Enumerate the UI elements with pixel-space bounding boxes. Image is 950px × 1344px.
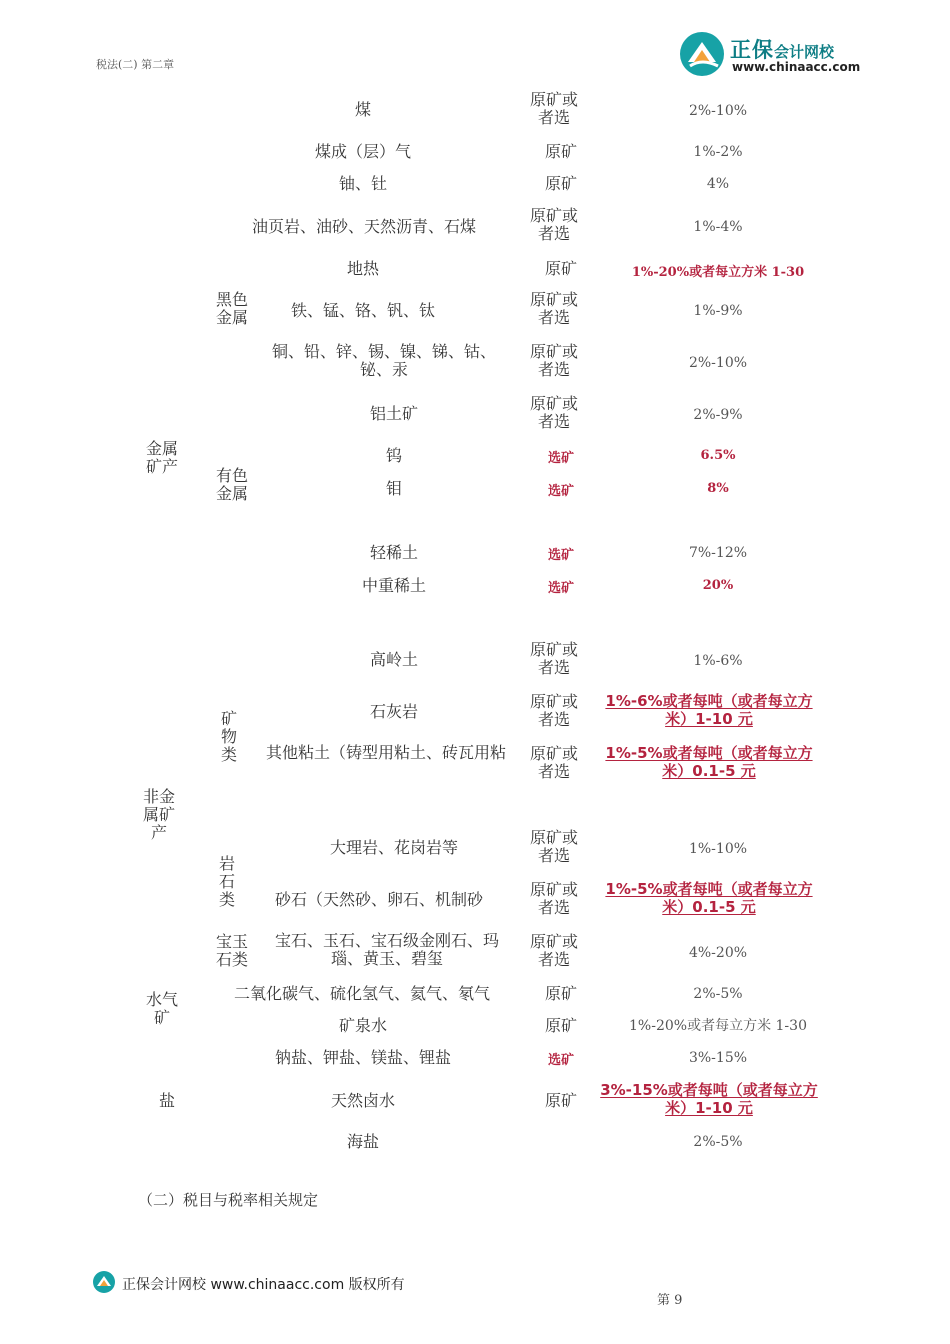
logo-url: www.chinaacc.com (732, 60, 861, 74)
category-nonferrous: 有色金属 (216, 466, 249, 503)
table-row-rate: 6.5% (700, 448, 736, 463)
table-row-rate: 1%-4% (693, 219, 743, 235)
table-row-item: 天然卤水 (330, 1091, 395, 1110)
table-row-form: 原矿或者选 (529, 290, 578, 327)
table-row-rate: 20% (702, 578, 734, 593)
table-row-item: 砂石（天然砂、卵石、机制砂 (274, 890, 483, 909)
table-row-rate: 1%-6% (693, 653, 743, 669)
table-row-form: 原矿或者选 (529, 342, 578, 379)
table-row-item: 铝土矿 (369, 404, 418, 423)
table-row-form: 原矿或者选 (529, 744, 578, 781)
table-row-form: 原矿 (544, 174, 577, 193)
table-row-item: 铀、钍 (338, 174, 387, 193)
table-row-rate: 1%-6%或者每吨（或者每立方米）1-10 元 (605, 692, 813, 728)
table-row-rate: 1%-5%或者每吨（或者每立方米）0.1-5 元 (605, 880, 813, 916)
table-row-item: 矿泉水 (338, 1016, 387, 1035)
table-row-item: 大理岩、花岗岩等 (329, 838, 458, 857)
table-row-form: 原矿或者选 (529, 640, 578, 677)
table-row-item: 轻稀土 (369, 543, 418, 562)
table-row-form: 选矿 (547, 548, 574, 563)
page-number: 第 9 (657, 1293, 683, 1308)
table-row-item: 钨 (385, 446, 402, 465)
section-note: （二）税目与税率相关规定 (138, 1191, 319, 1209)
table-row-rate: 7%-12% (688, 545, 748, 561)
logo-emblem-icon (678, 30, 726, 78)
table-row-item: 钠盐、钾盐、镁盐、锂盐 (274, 1048, 451, 1067)
table-row-rate: 1%-20%或者每立方米 1-30 (629, 1018, 807, 1034)
table-row-item: 宝石、玉石、宝石级金刚石、玛瑙、黄玉、碧玺 (274, 931, 499, 968)
header-corner-text: 税法(二) 第二章 (96, 58, 175, 71)
table-row-rate: 2%-5% (693, 1134, 743, 1150)
table-row-rate: 8% (707, 481, 729, 496)
table-row-form: 原矿或者选 (529, 880, 578, 917)
table-row-item: 中重稀土 (361, 576, 426, 595)
chinaacc-logo (678, 28, 868, 80)
table-row-item: 地热 (346, 259, 379, 278)
table-row-form: 选矿 (547, 1053, 574, 1068)
table-row-item: 油页岩、油砂、天然沥青、石煤 (251, 217, 476, 236)
table-row-form: 原矿或者选 (529, 932, 578, 969)
table-row-rate: 2%-10% (688, 103, 748, 119)
footer-logo-icon (92, 1270, 116, 1294)
table-row-rate: 4%-20% (688, 945, 748, 961)
category-mineral: 矿物类 (220, 709, 237, 764)
category-water-gas: 水气矿 (145, 990, 178, 1027)
table-row-item: 其他粘土（铸型用粘土、砖瓦用粘 (265, 743, 506, 762)
table-row-rate: 1%-20%或者每立方米 1-30 (631, 265, 805, 280)
table-row-form: 选矿 (547, 451, 574, 466)
table-row-rate: 2%-10% (688, 355, 748, 371)
footer-text: 正保会计网校 www.chinaacc.com 版权所有 (122, 1277, 405, 1293)
category-rock: 岩石类 (218, 854, 235, 909)
category-metal: 金属矿产 (145, 439, 178, 476)
table-row-item: 铁、锰、铬、钒、钛 (290, 301, 435, 320)
table-row-rate: 1%-2% (693, 144, 743, 160)
table-row-rate: 1%-10% (688, 841, 748, 857)
table-row-form: 原矿或者选 (529, 828, 578, 865)
category-black-metal: 黑色金属 (216, 290, 249, 327)
table-row-rate: 4% (706, 176, 730, 192)
table-row-form: 原矿或者选 (529, 394, 578, 431)
table-row-form: 原矿 (544, 259, 577, 278)
table-row-form: 原矿 (544, 1016, 577, 1035)
table-row-rate: 3%-15%或者每吨（或者每立方米）1-10 元 (600, 1081, 818, 1117)
table-row-form: 选矿 (547, 581, 574, 596)
table-row-rate: 2%-9% (693, 407, 743, 423)
table-row-item: 高岭土 (369, 650, 418, 669)
table-row-form: 原矿或者选 (529, 90, 578, 127)
table-row-item: 煤 (354, 100, 371, 119)
table-row-item: 海盐 (346, 1132, 379, 1151)
table-row-item: 二氧化碳气、硫化氢气、氦气、氡气 (233, 984, 490, 1003)
table-row-rate: 1%-9% (693, 303, 743, 319)
table-row-item: 钼 (385, 479, 402, 498)
table-row-form: 原矿或者选 (529, 206, 578, 243)
table-row-rate: 3%-15% (688, 1050, 748, 1066)
table-row-item: 煤成（层）气 (314, 142, 411, 161)
category-salt: 盐 (158, 1091, 175, 1110)
table-row-form: 原矿 (544, 1091, 577, 1110)
table-row-item: 铜、铅、锌、锡、镍、锑、钴、铋、汞 (271, 342, 496, 379)
category-nonmetal: 非金属矿产 (142, 787, 175, 842)
table-row-rate: 2%-5% (693, 986, 743, 1002)
table-row-form: 原矿 (544, 142, 577, 161)
table-row-form: 选矿 (547, 484, 574, 499)
logo-main-text: 正保 (730, 38, 774, 62)
logo-rest-text: 会计网校 (774, 43, 835, 61)
table-row-item: 石灰岩 (369, 702, 418, 721)
table-row-form: 原矿 (544, 984, 577, 1003)
category-gem: 宝玉石类 (216, 932, 249, 969)
table-row-rate: 1%-5%或者每吨（或者每立方米）0.1-5 元 (605, 744, 813, 780)
table-row-form: 原矿或者选 (529, 692, 578, 729)
